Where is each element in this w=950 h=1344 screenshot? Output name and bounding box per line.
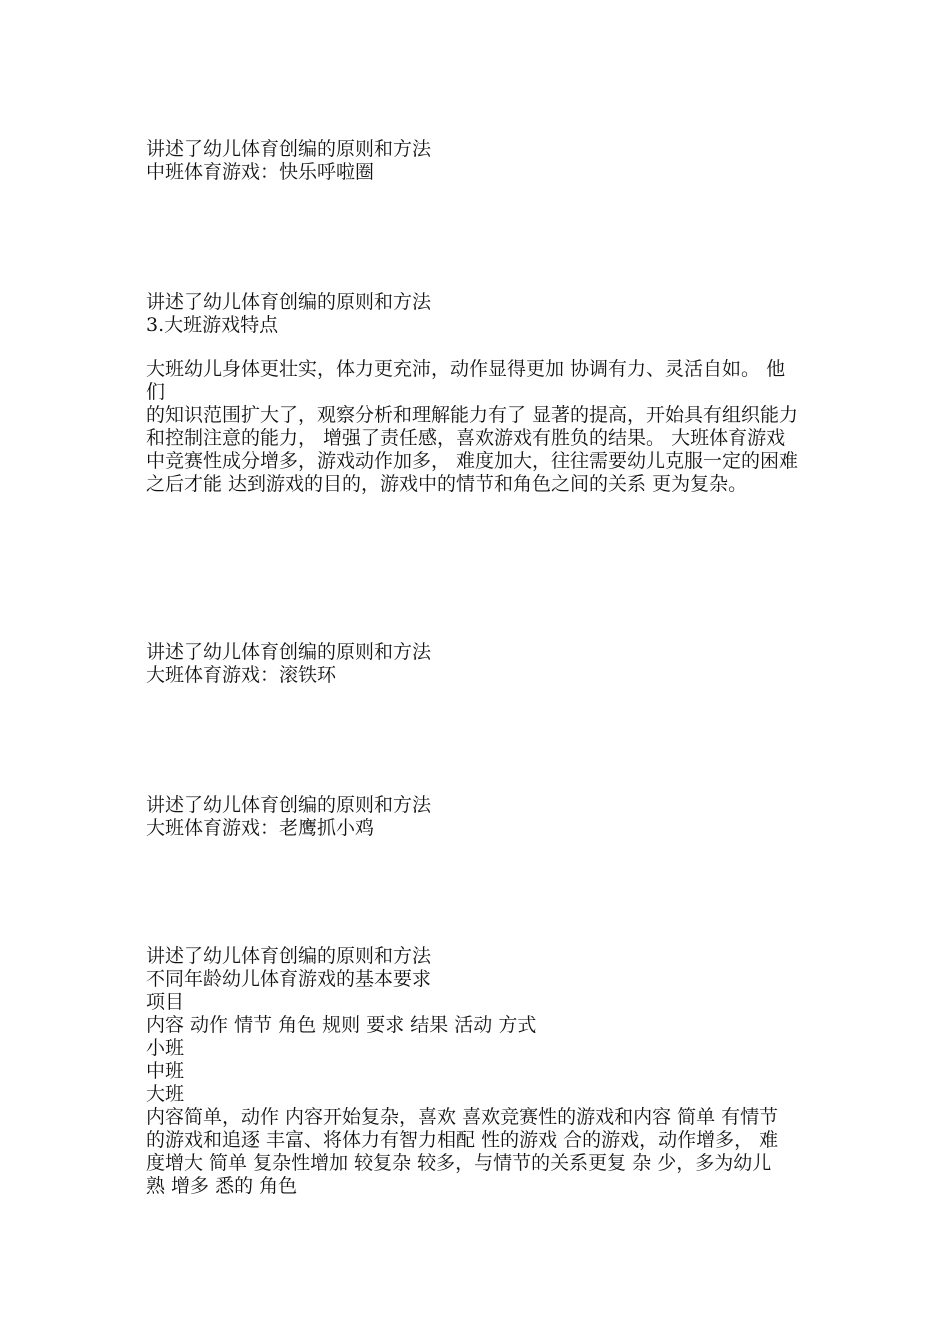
paragraph-line: 之后才能 达到游戏的目的，游戏中的情节和角色之间的关系 更为复杂。 [146,473,748,495]
table-line: 熟 增多 悉的 角色 [146,1175,298,1197]
section-title: 大班体育游戏：滚铁环 [146,664,337,686]
section-heading: 讲述了幼儿体育创编的原则和方法 [146,945,432,967]
paragraph-line: 大班幼儿身体更壮实，体力更充沛，动作显得更加 协调有力、灵活自如。 他 [146,358,786,380]
requirements-table-text [146,991,806,1198]
paragraph-line: 们 [146,381,166,403]
table-line: 项目 [146,991,185,1013]
section-title: 不同年龄幼儿体育游戏的基本要求 [146,968,432,990]
section-heading: 讲述了幼儿体育创编的原则和方法 [146,641,432,663]
table-line: 大班 [146,1083,185,1105]
table-line: 的游戏和追逐 丰富、将体力有智力相配 性的游戏 合的游戏，动作增多， 难 [146,1129,779,1151]
table-line: 内容 动作 情节 角色 规则 要求 结果 活动 方式 [146,1014,537,1036]
section-title: 大班体育游戏：老鹰抓小鸡 [146,817,375,839]
body-paragraph [146,358,806,496]
section-heading: 讲述了幼儿体育创编的原则和方法 [146,291,432,313]
paragraph-line: 和控制注意的能力， 增强了责任感，喜欢游戏有胜负的结果。 大班体育游戏 [146,427,786,449]
table-line: 内容简单，动作 内容开始复杂，喜欢 喜欢竞赛性的游戏和内容 简单 有情节 [146,1106,779,1128]
table-line: 小班 [146,1037,185,1059]
table-line: 中班 [146,1060,185,1082]
section-title: 中班体育游戏：快乐呼啦圈 [146,161,375,183]
section-heading: 讲述了幼儿体育创编的原则和方法 [146,138,432,160]
paragraph-line: 中竞赛性成分增多，游戏动作加多， 难度加大，往往需要幼儿克服一定的困难 [146,450,799,472]
section-heading: 讲述了幼儿体育创编的原则和方法 [146,794,432,816]
section-title: 3.大班游戏特点 [146,314,279,336]
table-line: 度增大 简单 复杂性增加 较复杂 较多，与情节的关系更复 杂 少，多为幼儿 [146,1152,772,1174]
paragraph-line: 的知识范围扩大了，观察分析和理解能力有了 显著的提高，开始具有组织能力 [146,404,799,426]
